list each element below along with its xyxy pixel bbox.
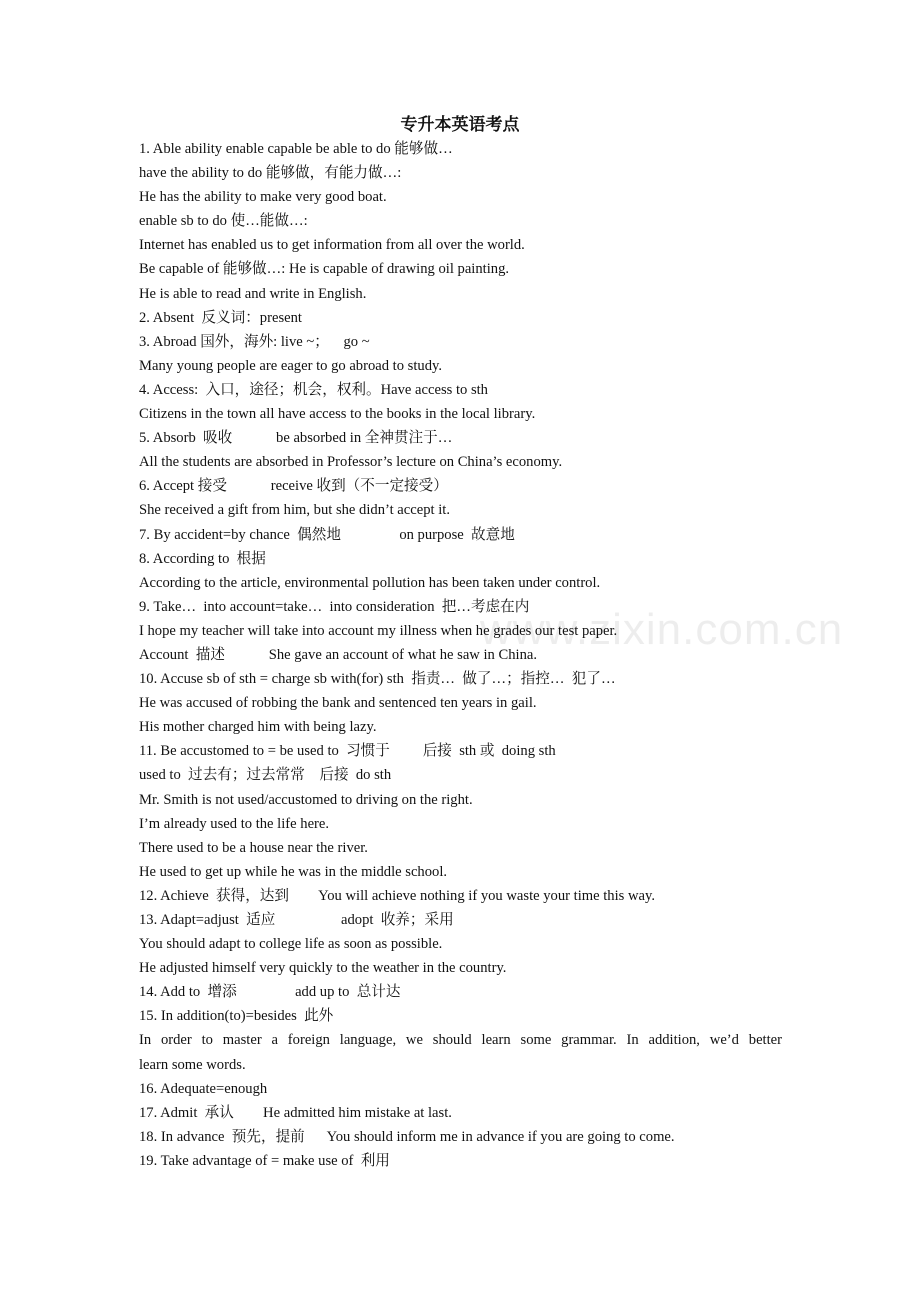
text-line: He was accused of robbing the bank and sentenced ten years in gail. xyxy=(139,695,537,712)
text-line: You should adapt to college life as soon as possible. xyxy=(139,936,443,953)
text-line: Internet has enabled us to get information from all over the world. xyxy=(139,237,525,254)
text-line: Account 描述 She gave an account of what he saw in China. xyxy=(139,646,537,663)
text-line: I’m already used to the life here. xyxy=(139,815,330,832)
text-line: 11. Be accustomed to = be used to 习惯于 后接 sth 或 doing sth xyxy=(139,743,556,760)
document-body xyxy=(139,137,782,1173)
paragraph-line: In order to master a foreign language, we should learn some grammar. In addition, we’d better xyxy=(139,1032,782,1049)
text-line: 9. Take… into account=take… into consideration 把…考虑在内 xyxy=(139,598,530,615)
text-line: 3. Abroad 国外，海外: live ~； go ~ xyxy=(139,333,370,350)
text-line: Be capable of 能够做…: He is capable of drawing oil painting. xyxy=(139,261,510,278)
text-line: 17. Admit 承认 He admitted him mistake at last. xyxy=(139,1104,452,1121)
text-line: There used to be a house near the river. xyxy=(139,839,368,856)
text-line: used to 过去有；过去常常 后接 do sth xyxy=(139,767,392,784)
text-line: According to the article, environmental pollution has been taken under control. xyxy=(139,574,601,591)
text-line: He used to get up while he was in the middle school. xyxy=(139,863,448,880)
text-line: I hope my teacher will take into account my illness when he grades our test paper. xyxy=(139,622,618,639)
text-line: All the students are absorbed in Professor’s lecture on China’s economy. xyxy=(139,454,563,471)
text-line: 12. Achieve 获得，达到 You will achieve nothing if you waste your time this way. xyxy=(139,887,655,904)
text-line: 19. Take advantage of = make use of 利用 xyxy=(139,1152,390,1169)
text-line: 7. By accident=by chance 偶然地 on purpose 故意地 xyxy=(139,526,515,543)
text-line: enable sb to do 使…能做…: xyxy=(139,213,308,230)
text-line: 1. Able ability enable capable be able to do 能够做… xyxy=(139,141,453,157)
text-line: 5. Absorb 吸收 be absorbed in 全神贯注于… xyxy=(139,430,453,447)
text-line: He is able to read and write in English. xyxy=(139,285,367,302)
text-line: 4. Access: 入口，途径；机会，权利。Have access to sth xyxy=(139,381,488,398)
document-title: 专升本英语考点 xyxy=(400,115,520,134)
text-line: Citizens in the town all have access to the books in the local library. xyxy=(139,406,536,423)
text-line: 16. Adequate=enough xyxy=(139,1080,268,1097)
text-line: 14. Add to 增添 add up to 总计达 xyxy=(139,984,401,1001)
text-line: 18. In advance 预先，提前 You should inform me in advance if you are going to come. xyxy=(139,1128,675,1145)
text-line: He has the ability to make very good boat. xyxy=(139,189,387,206)
text-line: 10. Accuse sb of sth = charge sb with(for) sth 指责… 做了…；指控… 犯了… xyxy=(139,671,616,688)
text-line: Many young people are eager to go abroad to study. xyxy=(139,357,442,374)
text-line: 15. In addition(to)=besides 此外 xyxy=(139,1008,334,1025)
text-line: 13. Adapt=adjust 适应 adopt 收养；采用 xyxy=(139,912,454,928)
text-line: have the ability to do 能够做，有能力做…: xyxy=(139,165,402,182)
text-line: He adjusted himself very quickly to the weather in the country. xyxy=(139,960,507,977)
text-line: She received a gift from him, but she didn’t accept it. xyxy=(139,502,450,519)
text-line: Mr. Smith is not used/accustomed to driving on the right. xyxy=(139,791,473,808)
text-line: 2. Absent 反义词：present xyxy=(139,309,302,326)
paragraph-line: learn some words. xyxy=(139,1056,246,1073)
text-line: His mother charged him with being lazy. xyxy=(139,719,377,736)
watermark-text: www.zixin.com.cn xyxy=(480,605,844,654)
text-line: 8. According to 根据 xyxy=(139,550,266,567)
text-line: 6. Accept 接受 receive 收到（不一定接受） xyxy=(139,478,448,495)
